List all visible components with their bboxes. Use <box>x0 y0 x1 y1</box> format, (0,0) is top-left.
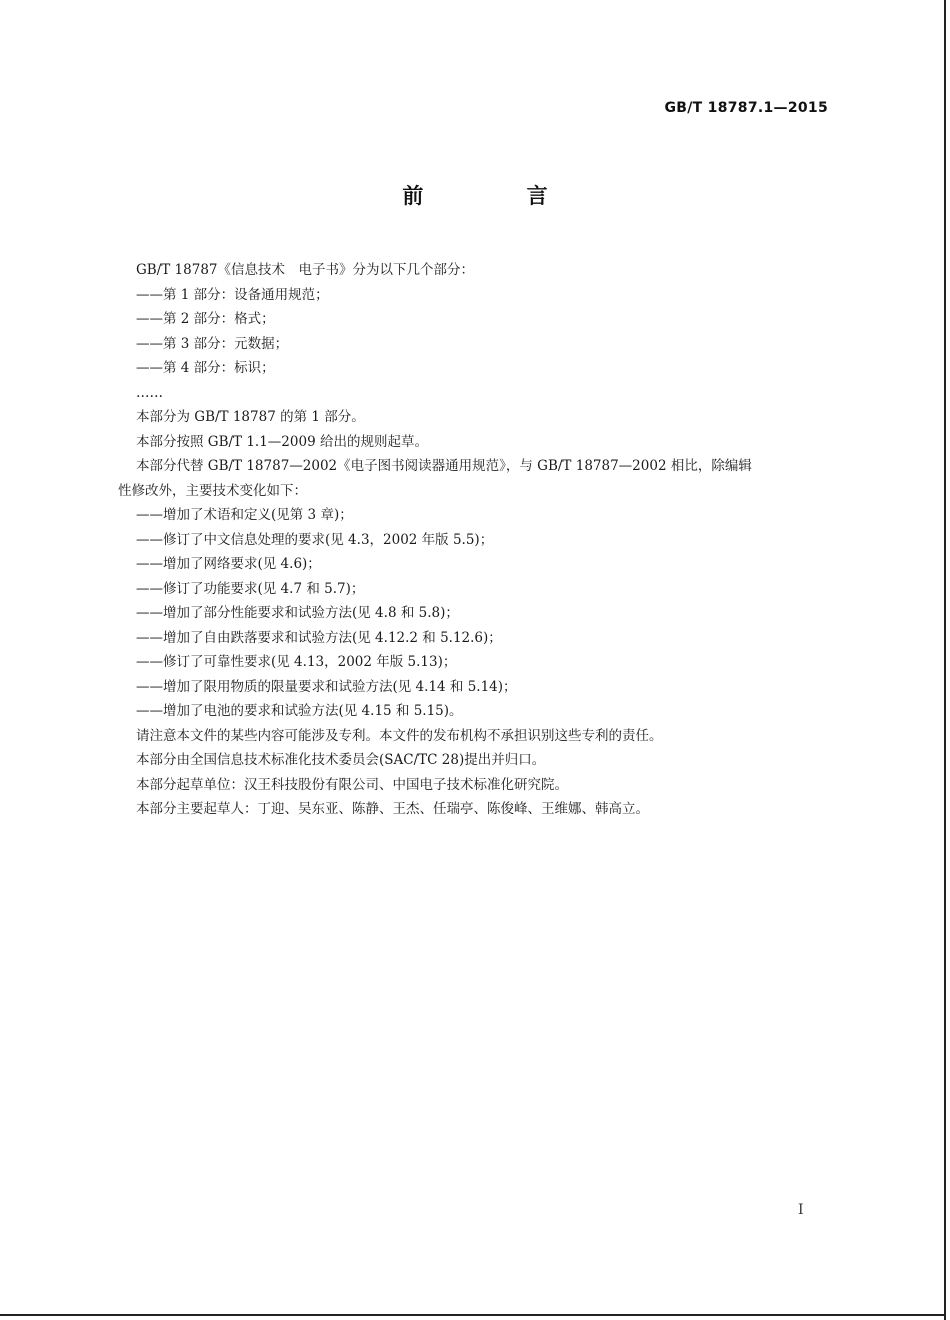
foreword-body <box>118 258 830 822</box>
list-item: ——第 1 部分：设备通用规范； <box>136 286 329 303</box>
paragraph-continuation: 性修改外，主要技术变化如下： <box>118 482 307 499</box>
page-number: I <box>798 1202 804 1218</box>
paragraph: GB/T 18787《信息技术 电子书》分为以下几个部分： <box>136 262 474 278</box>
list-item: ——增加了电池的要求和试验方法(见 4.15 和 5.15)。 <box>136 703 463 719</box>
list-item: ——第 2 部分：格式； <box>136 311 275 327</box>
list-item: ——增加了网络要求(见 4.6)； <box>136 556 321 572</box>
paragraph: 本部分主要起草人：丁迎、吴东亚、陈静、王杰、任瑞亭、陈俊峰、王维娜、韩高立。 <box>136 801 649 817</box>
paragraph: 请注意本文件的某些内容可能涉及专利。本文件的发布机构不承担识别这些专利的责任。 <box>136 727 663 744</box>
list-item: ——增加了部分性能要求和试验方法(见 4.8 和 5.8)； <box>136 605 459 621</box>
list-item: ——增加了限用物质的限量要求和试验方法(见 4.14 和 5.14)； <box>136 678 517 695</box>
paragraph: 本部分代替 GB/T 18787—2002《电子图书阅读器通用规范》，与 GB/T 18787—2002 相比，除编辑 <box>136 458 752 474</box>
list-item: ——增加了术语和定义(见第 3 章)； <box>136 507 353 523</box>
list-item: ——修订了功能要求(见 4.7 和 5.7)； <box>136 580 365 597</box>
paragraph: 本部分按照 GB/T 1.1—2009 给出的规则起草。 <box>136 433 428 450</box>
list-item: ——修订了中文信息处理的要求(见 4.3，2002 年版 5.5)； <box>136 531 494 548</box>
paragraph: 本部分由全国信息技术标准化技术委员会(SAC/TC 28)提出并归口。 <box>136 752 546 768</box>
list-item: ——修订了可靠性要求(见 4.13，2002 年版 5.13)； <box>136 654 457 670</box>
list-item: ——第 4 部分：标识； <box>136 360 275 376</box>
list-item: ——增加了自由跌落要求和试验方法(见 4.12.2 和 5.12.6)； <box>136 629 502 646</box>
paragraph: 本部分起草单位：汉王科技股份有限公司、中国电子技术标准化研究院。 <box>136 776 568 793</box>
page-edge-bottom <box>0 1314 946 1316</box>
paragraph: 本部分为 GB/T 18787 的第 1 部分。 <box>136 409 365 425</box>
ellipsis: …… <box>136 384 163 401</box>
standard-code: GB/T 18787.1—2015 <box>664 100 828 116</box>
list-item: ——第 3 部分：元数据； <box>136 335 289 352</box>
page-title: 前 言 <box>402 184 596 208</box>
